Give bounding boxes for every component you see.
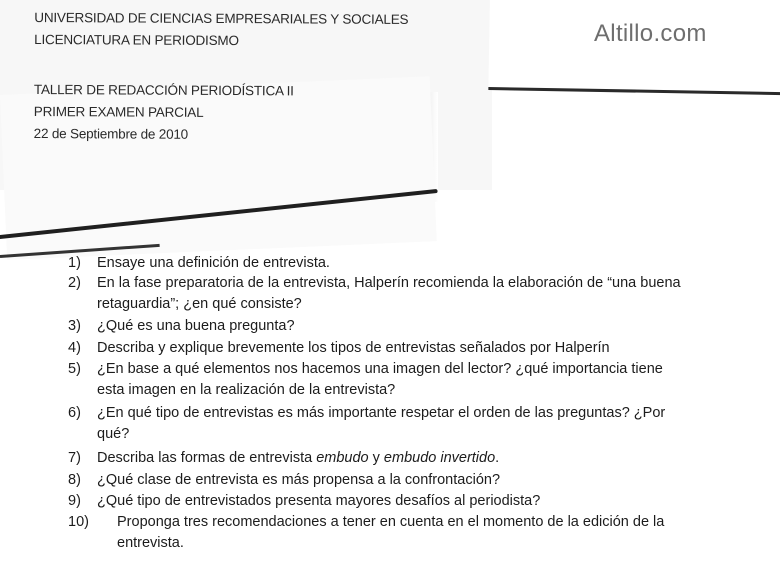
question-number: 8) [68, 472, 81, 488]
question-text: Ensaye una definición de entrevista. [97, 255, 330, 271]
question-text-part: Describa las formas de entrevista [97, 450, 317, 466]
site-watermark: Altillo.com [594, 20, 707, 47]
question-item [0, 469, 780, 491]
question-text: Describa y explique brevemente los tipos de entrevistas señalados por Halperín [97, 340, 610, 356]
question-text-part: y [368, 450, 384, 466]
question-list [0, 253, 780, 554]
exam-header [34, 7, 409, 147]
question-item [0, 512, 780, 554]
question-number: 1) [68, 255, 81, 271]
question-number: 9) [68, 493, 81, 509]
question-item [0, 273, 780, 315]
question-number: 6) [68, 405, 81, 421]
question-text: ¿Qué clase de entrevista es más propensa a la confrontación? [97, 472, 501, 488]
university-name: UNIVERSIDAD DE CIENCIAS EMPRESARIALES Y SOCIALES [34, 10, 409, 27]
question-item [0, 403, 780, 445]
question-text-continued: entrevista. [117, 535, 184, 551]
question-text-continued: retaguardia”; ¿en qué consiste? [97, 296, 302, 312]
question-text-continued: qué? [97, 426, 130, 442]
question-number: 2) [68, 275, 81, 291]
question-text: ¿En qué tipo de entrevistas es más importante respetar el orden de las preguntas? ¿Por [97, 405, 666, 421]
exam-date: 22 de Septiembre de 2010 [33, 126, 189, 142]
question-number: 10) [68, 514, 89, 530]
question-number: 7) [68, 450, 81, 466]
question-text: ¿Qué es una buena pregunta? [97, 318, 295, 334]
question-number: 3) [68, 318, 81, 334]
question-number: 4) [68, 340, 81, 356]
exam-name: PRIMER EXAMEN PARCIAL [33, 104, 204, 120]
question-text: Proponga tres recomendaciones a tener en cuenta en el momento de la edición de la [117, 514, 665, 530]
degree-name: LICENCIATURA EN PERIODISMO [34, 32, 239, 49]
question-text [97, 450, 499, 466]
question-item [0, 491, 780, 512]
question-text: ¿En base a qué elementos nos hacemos una imagen del lector? ¿qué importancia tiene [97, 361, 663, 377]
question-item [0, 447, 780, 469]
question-text: En la fase preparatoria de la entrevista, Halperín recomienda la elaboración de “una buena [97, 275, 681, 291]
course-name: TALLER DE REDACCIÓN PERIODÍSTICA II [33, 82, 294, 99]
question-item [0, 253, 780, 273]
question-text-part: . [495, 450, 500, 466]
question-item [0, 315, 780, 337]
question-item [0, 337, 780, 359]
question-text-emphasis: embudo invertido [383, 450, 496, 466]
question-text-continued: esta imagen en la realización de la entrevista? [97, 382, 396, 398]
question-text-emphasis: embudo [316, 450, 369, 466]
question-number: 5) [68, 361, 81, 377]
question-item [0, 359, 780, 401]
question-text: ¿Qué tipo de entrevistados presenta mayores desafíos al periodista? [97, 493, 541, 509]
